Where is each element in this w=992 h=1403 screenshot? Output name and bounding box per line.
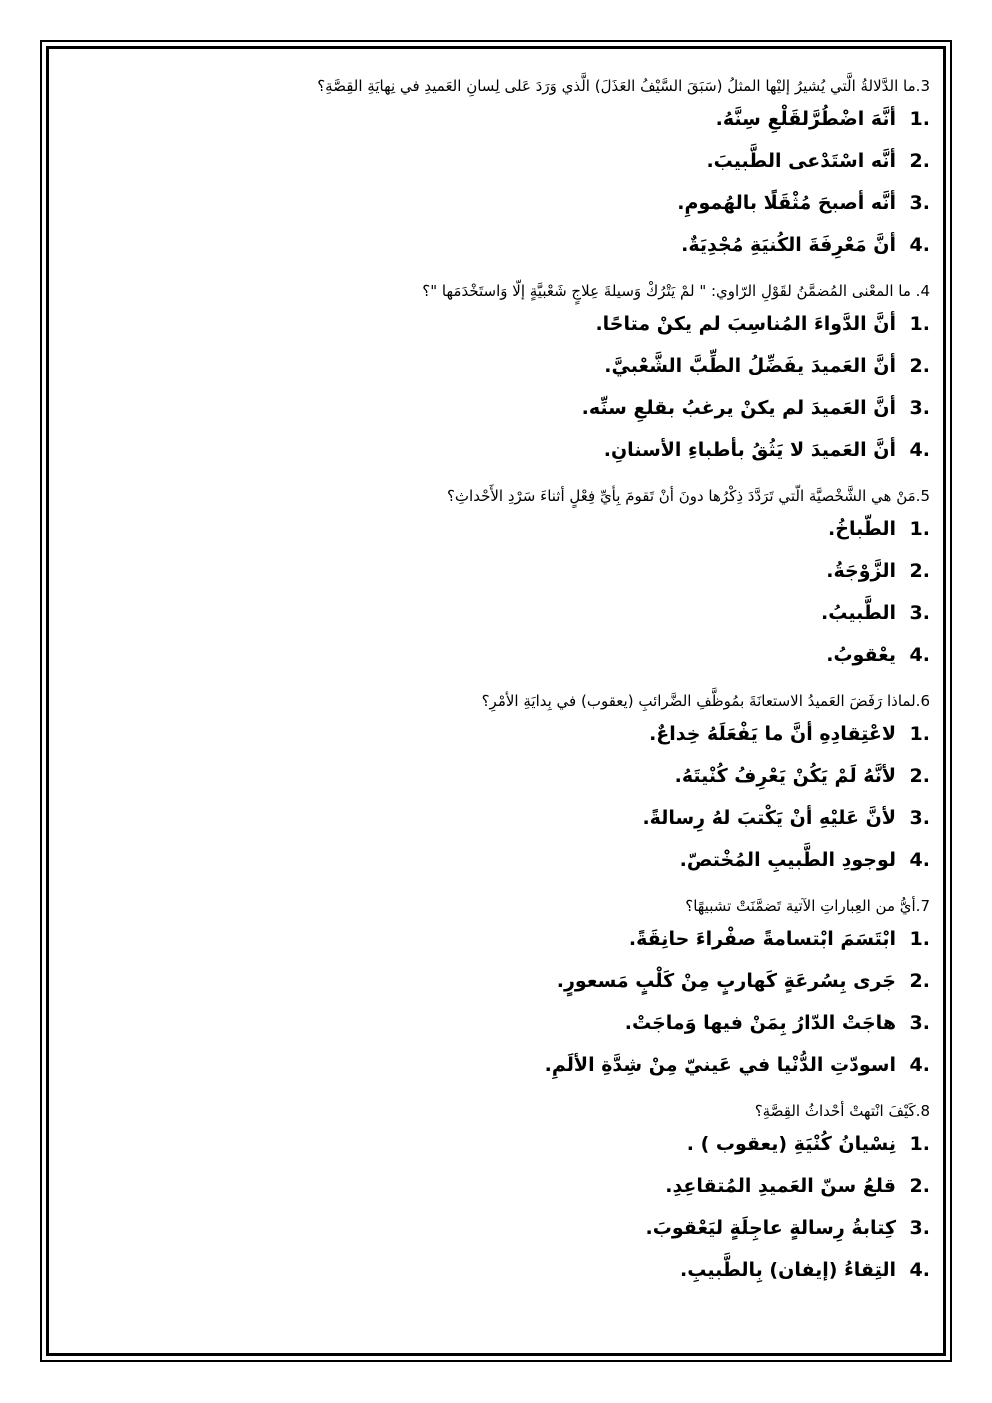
option-text: قلعُ سنّ العَميدِ المُتقاعِدِ. (665, 1175, 896, 1197)
option-text: لأنَّ عَليْهِ أنْ يَكْتبَ لهُ رِسالةً. (642, 807, 896, 829)
option-number: 3. (909, 807, 930, 829)
answer-option[interactable] (60, 140, 930, 182)
option-number: 1. (909, 1133, 930, 1155)
question-6 (60, 689, 930, 881)
question-text (60, 894, 930, 918)
option-text: التِقاءُ (إيفان) بِالطَّبيبِ. (680, 1259, 896, 1281)
answer-option[interactable] (60, 550, 930, 592)
answer-option[interactable] (60, 429, 930, 471)
question-8 (60, 1099, 930, 1291)
option-text: أنَّ مَعْرِفَةَ الكُنيَةِ مُجْدِيَةٌ. (681, 234, 896, 256)
option-number: 3. (909, 1217, 930, 1239)
option-text: أنَّ العَميدَ لا يَثُقُ بأطباءِ الأسنانِ. (603, 439, 896, 461)
option-number: 3. (909, 1012, 930, 1034)
option-number: 4. (909, 849, 930, 871)
answer-option[interactable] (60, 98, 930, 140)
option-number: 2. (909, 765, 930, 787)
answer-options (60, 303, 930, 471)
question-stem: كَيْفَ انْتهتْ أحْداثُ القِصَّةِ؟ (754, 1102, 916, 1120)
answer-option[interactable] (60, 960, 930, 1002)
answer-options (60, 1123, 930, 1291)
question-number: 5. (915, 487, 930, 505)
option-text: لأنَّهُ لَمْ يَكُنْ يَعْرِفُ كُنْيتَهُ. (674, 765, 896, 787)
question-number: 7. (915, 897, 930, 915)
option-text: جَرى بِسُرعَةٍ كَهاربٍ مِنْ كَلْبٍ مَسعورٍ. (556, 970, 896, 992)
answer-option[interactable] (60, 182, 930, 224)
option-text: الطَّبيبُ. (821, 602, 896, 624)
answer-option[interactable] (60, 345, 930, 387)
question-number: 4. (915, 282, 930, 300)
answer-option[interactable] (60, 508, 930, 550)
answer-option[interactable] (60, 1002, 930, 1044)
question-text (60, 1099, 930, 1123)
option-number: 3. (909, 602, 930, 624)
option-number: 1. (909, 108, 930, 130)
option-number: 2. (909, 970, 930, 992)
option-number: 2. (909, 150, 930, 172)
question-text (60, 74, 930, 98)
question-text (60, 279, 930, 303)
option-text: أنَّه أصبحَ مُثْقَلًا بالهُمومِ. (677, 192, 896, 214)
option-text: يعْقوبُ. (826, 644, 896, 666)
option-number: 4. (909, 644, 930, 666)
option-text: اسودّتِ الدُّنْيا في عَينيّ مِنْ شِدَّةِ الألَمِ. (544, 1054, 896, 1076)
answer-option[interactable] (60, 387, 930, 429)
answer-option[interactable] (60, 1044, 930, 1086)
question-stem: مَنْ هي الشَّخْصيَّة الّتي تَرَدَّدَ ذِكْرُها دونَ أنْ تَقومَ بِأيِّ فِعْلٍ أثناءَ سَرْدِ الأَحْداثِ؟ (446, 487, 916, 505)
answer-options (60, 713, 930, 881)
option-number: 2. (909, 1175, 930, 1197)
option-text: الطّباخُ. (828, 518, 896, 540)
option-text: ابْتَسَمَ ابْتسامةً صفْراءَ حانِقَةً. (628, 928, 896, 950)
answer-option[interactable] (60, 1249, 930, 1291)
answer-option[interactable] (60, 755, 930, 797)
answer-option[interactable] (60, 797, 930, 839)
question-text (60, 484, 930, 508)
option-number: 3. (909, 192, 930, 214)
question-text (60, 689, 930, 713)
question-3 (60, 74, 930, 266)
option-text: نِسْيانُ كُنْيَةِ (يعقوب ) . (686, 1133, 896, 1155)
option-number: 3. (909, 397, 930, 419)
option-text: أنَّ الدَّواءَ المُناسِبَ لم يكنْ متاحًا. (595, 313, 896, 335)
answer-option[interactable] (60, 1165, 930, 1207)
question-stem: ما المعْنى المُضمَّنُ لقَوْلِ الرّاوي: " لمْ يَتْرُكْ وَسيلةَ عِلاجٍ شَعْبيَّةٍ إلّا وَاستَخْدَمَها "؟ (422, 282, 911, 300)
option-number: 1. (909, 518, 930, 540)
option-text: لوجودِ الطَّبيبِ المُخْتصّ. (679, 849, 896, 871)
option-text: الزَّوْجَةُ. (826, 560, 896, 582)
option-number: 4. (909, 439, 930, 461)
option-number: 2. (909, 355, 930, 377)
option-number: 4. (909, 1054, 930, 1076)
question-stem: أيُّ من العِباراتِ الآتية تَضمَّنَتْ تشبيهًا؟ (685, 897, 916, 915)
option-number: 4. (909, 1259, 930, 1281)
option-number: 1. (909, 723, 930, 745)
option-text: أنَّه اسْتَدْعى الطَّبيبَ. (706, 150, 896, 172)
option-text: أنَّ العَميدَ لم يكنْ يرغبُ بقلعِ سنِّه. (581, 397, 896, 419)
question-number: 6. (915, 692, 930, 710)
option-text: هاجَتْ الدّارُ بِمَنْ فيها وَماجَتْ. (624, 1012, 896, 1034)
answer-option[interactable] (60, 634, 930, 676)
answer-option[interactable] (60, 303, 930, 345)
answer-option[interactable] (60, 839, 930, 881)
question-5 (60, 484, 930, 676)
answer-options (60, 98, 930, 266)
question-4 (60, 279, 930, 471)
answer-options (60, 918, 930, 1086)
question-stem: ما الدَّلالةُ الَّتي يُشيرُ إليْها المثلُ (سَبَقَ السَّيْفُ العَذَلَ) الَّذي وَرَدَ عَلى لِسانِ العَميدِ في نِهايَةِ القِصَّةِ؟ (317, 77, 916, 95)
answer-option[interactable] (60, 592, 930, 634)
question-stem: لماذا رَفَضَ العَميدُ الاستعانَةَ بمُوظَّفِ الضَّرائبِ (يعقوب) في بِدايَةِ الأمْرِ؟ (481, 692, 916, 710)
question-number: 8. (915, 1102, 930, 1120)
option-text: لاعْتِقادِهِ أنَّ ما يَفْعَلَهُ خِداعٌ. (649, 723, 896, 745)
question-7 (60, 894, 930, 1086)
option-text: كِتابةُ رِسالةٍ عاجِلَةٍ ليَعْقوبَ. (645, 1217, 896, 1239)
question-number: 3. (915, 77, 930, 95)
option-text: أنَّهَ اضْطُرَّلقَلْعِ سِنَّهُ. (715, 108, 896, 130)
answer-option[interactable] (60, 713, 930, 755)
answer-option[interactable] (60, 1123, 930, 1165)
option-number: 2. (909, 560, 930, 582)
answer-option[interactable] (60, 224, 930, 266)
answer-option[interactable] (60, 1207, 930, 1249)
option-number: 1. (909, 928, 930, 950)
option-number: 4. (909, 234, 930, 256)
option-number: 1. (909, 313, 930, 335)
option-text: أنَّ العَميدَ يفَضِّلُ الطِّبَّ الشَّعْبيَّ. (604, 355, 896, 377)
answer-option[interactable] (60, 918, 930, 960)
answer-options (60, 508, 930, 676)
